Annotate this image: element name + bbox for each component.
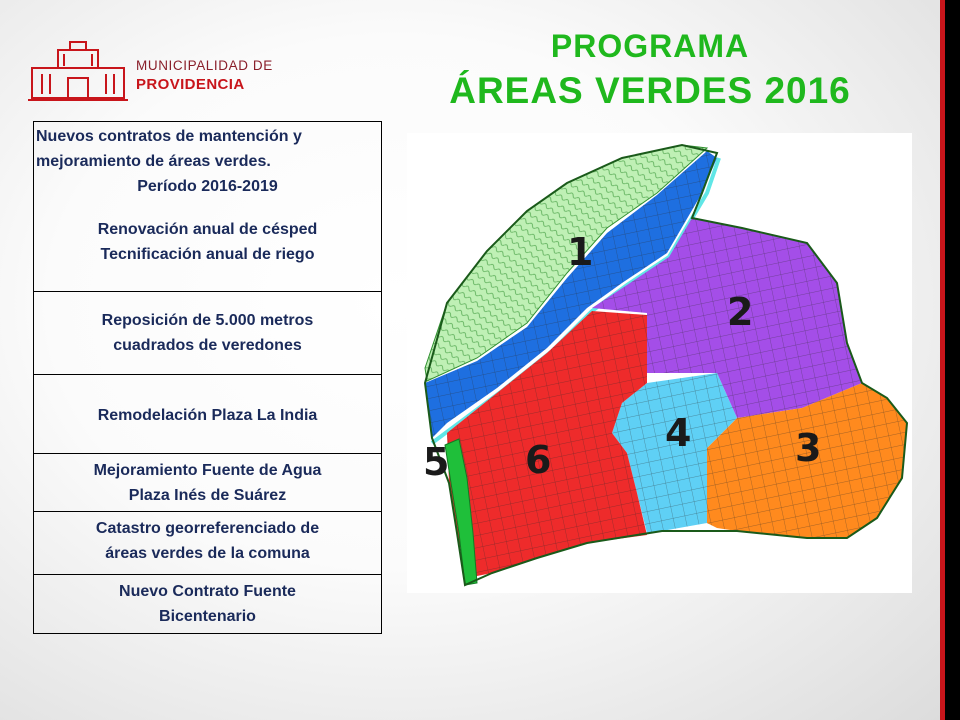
item-2-line-1: Reposición de 5.000 metros [101,312,314,329]
item-2-line-2: cuadrados de veredones [113,337,302,354]
item-row-3 [34,375,381,454]
item-row-5 [34,512,381,575]
zone-1-label: 1 [567,230,594,274]
item-1-line-1: Nuevos contratos de mantención y [36,128,302,145]
title-line-2: ÁREAS VERDES 2016 [449,70,851,111]
zone-6-label: 6 [525,438,552,482]
item-1-line-3: Período 2016-2019 [137,178,278,195]
item-1-line-6: Tecnificación anual de riego [100,246,315,263]
item-row-4 [34,454,381,512]
item-3-line-1: Remodelación Plaza La India [97,407,318,424]
item-1-line-2: mejoramiento de áreas verdes. [36,153,271,170]
item-1-line-5: Renovación anual de césped [97,221,318,238]
item-5-line-2: áreas verdes de la comuna [105,545,310,562]
zone-2-label: 2 [727,290,754,334]
zone-5-label: 5 [423,440,450,484]
building-logo-icon [28,40,128,102]
item-6-line-1: Nuevo Contrato Fuente [119,583,296,600]
municipality-logo [28,40,273,102]
item-row-6 [34,575,381,635]
item-row-1 [34,122,381,292]
item-1-spacer [34,199,381,217]
item-4-line-2: Plaza Inés de Suárez [128,487,287,504]
logo-line-2: PROVIDENCIA [136,76,245,93]
zones-map [407,133,912,593]
item-row-2 [34,292,381,375]
zones-map-svg [407,133,912,593]
title-line-1: PROGRAMA [550,28,750,64]
logo-line-1: MUNICIPALIDAD DE [136,58,273,73]
item-5-line-1: Catastro georreferenciado de [95,520,320,537]
item-4-line-1: Mejoramiento Fuente de Agua [93,462,322,479]
item-6-line-2: Bicentenario [159,608,256,625]
zone-3-label: 3 [795,426,822,470]
zone-4-label: 4 [665,411,692,455]
right-edge-bar [945,0,960,720]
program-items-table [33,121,382,634]
